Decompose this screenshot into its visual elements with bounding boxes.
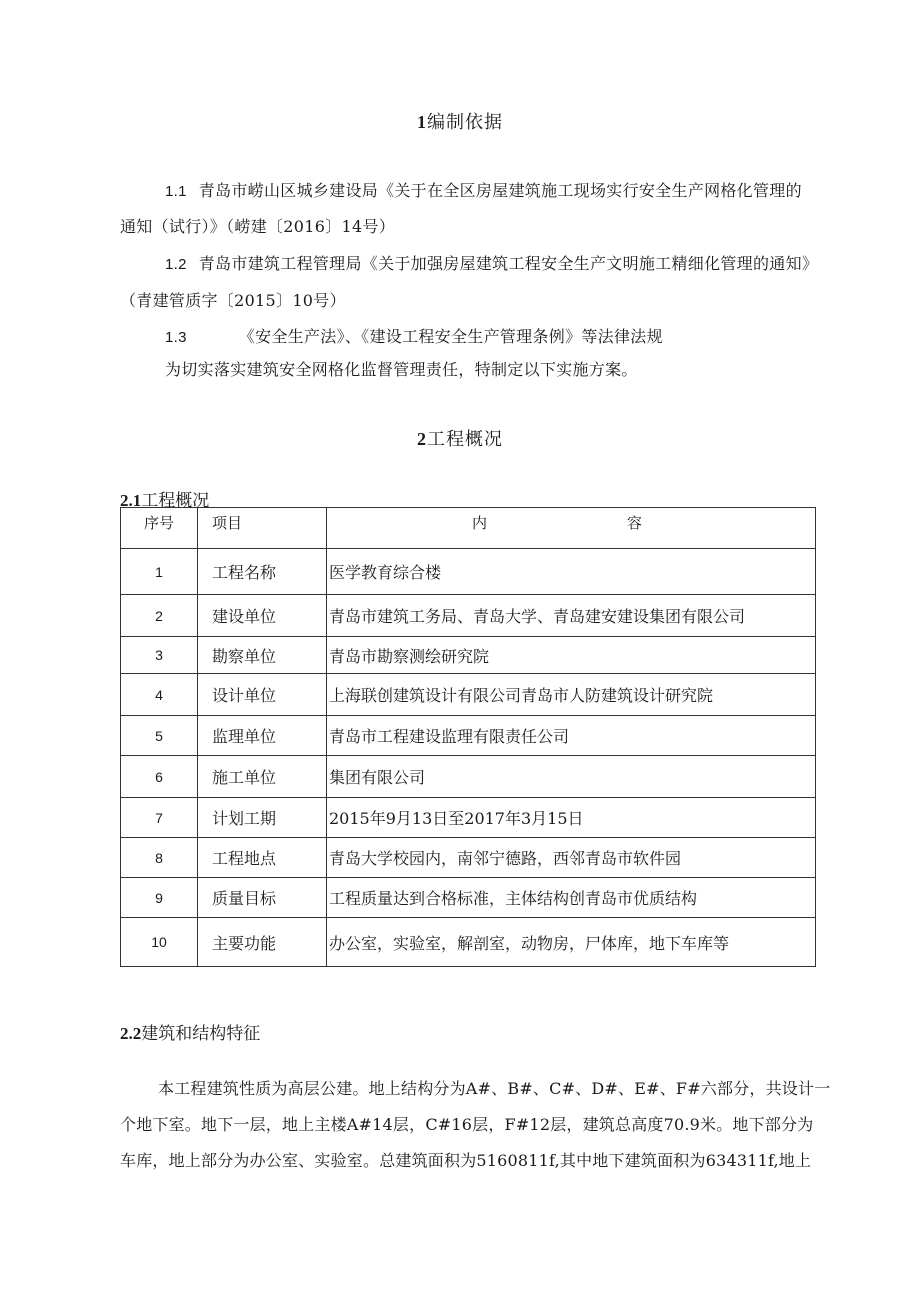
row-number: 6 (121, 756, 198, 798)
row-item: 工程地点 (198, 838, 327, 878)
row-value: 青岛大学校园内，南邻宁德路，西邻青岛市软件园 (327, 838, 816, 878)
row-value: 2015年9月13日至2017年3月15日 (327, 798, 816, 838)
paragraph-line-2: 个地下室。地下一层，地上主楼A#14层，C#16层，F#12层，建筑总高度70.9米。地下部分为 (120, 1115, 814, 1134)
subsection-2-2-title: 建筑和结构特征 (141, 1024, 261, 1044)
basis-item-2-text: 青岛市建筑工程管理局《关于加强房屋建筑工程安全生产文明施工精细化管理的通知》 (198, 254, 819, 273)
row-value: 青岛市勘察测绘研究院 (327, 637, 816, 674)
row-item: 主要功能 (198, 918, 327, 967)
basis-item-1-number: 1.1 (165, 183, 187, 200)
basis-item-3-number: 1.3 (165, 329, 187, 346)
row-value: 工程质量达到合格标准，主体结构创青岛市优质结构 (327, 878, 816, 918)
row-item: 工程名称 (198, 549, 327, 595)
table-row (121, 838, 816, 878)
header-content-left: 内 (472, 514, 488, 532)
table-row (121, 878, 816, 918)
row-number: 7 (121, 798, 198, 838)
row-item: 计划工期 (198, 798, 327, 838)
project-info-table (120, 507, 816, 967)
row-number: 9 (121, 878, 198, 918)
row-value: 办公室，实验室，解剖室，动物房，尸体库，地下车库等 (327, 918, 816, 967)
table-row (121, 756, 816, 798)
row-item: 设计单位 (198, 674, 327, 716)
row-item: 监理单位 (198, 716, 327, 756)
basis-item-3-line-1 (165, 324, 663, 347)
section-1-number: 1 (417, 112, 427, 132)
table-row (121, 716, 816, 756)
basis-item-1-line-1 (165, 178, 802, 201)
basis-item-3-text: 《安全生产法》、《建设工程安全生产管理条例》等法律法规 (238, 327, 663, 346)
section-2-number: 2 (417, 429, 427, 449)
row-number: 2 (121, 595, 198, 637)
table-row (121, 918, 816, 967)
row-value: 上海联创建筑设计有限公司青岛市人防建筑设计研究院 (327, 674, 816, 716)
row-item: 质量目标 (198, 878, 327, 918)
section-2-title: 工程概况 (427, 429, 503, 450)
basis-item-2-line-1 (165, 251, 818, 274)
header-no: 序号 (121, 508, 198, 549)
subsection-2-1-title: 工程概况 (141, 491, 210, 511)
table-header-row (121, 508, 816, 549)
row-item: 施工单位 (198, 756, 327, 798)
subsection-2-1-number: 2.1 (120, 491, 142, 510)
header-item: 项目 (198, 508, 327, 549)
basis-item-1-text: 青岛市崂山区城乡建设局《关于在全区房屋建筑施工现场实行安全生产网格化管理的 (198, 181, 802, 200)
header-content (327, 508, 816, 549)
row-value: 青岛市工程建设监理有限责任公司 (327, 716, 816, 756)
row-value: 青岛市建筑工务局、青岛大学、青岛建安建设集团有限公司 (327, 595, 816, 637)
table-row (121, 798, 816, 838)
basis-item-2-number: 1.2 (165, 256, 187, 273)
row-number: 4 (121, 674, 198, 716)
table-row (121, 595, 816, 637)
row-number: 1 (121, 549, 198, 595)
section-1-title: 编制依据 (427, 112, 503, 133)
row-number: 10 (121, 918, 198, 967)
basis-item-1-line-2: 通知（试行）》（崂建〔2016〕14号） (120, 217, 396, 236)
section-1-heading (0, 108, 920, 134)
row-item: 勘察单位 (198, 637, 327, 674)
basis-item-2-line-2: （青建管质字〔2015〕10号） (120, 291, 346, 310)
row-number: 8 (121, 838, 198, 878)
table-row (121, 674, 816, 716)
subsection-2-2-heading (120, 1019, 260, 1044)
row-number: 5 (121, 716, 198, 756)
row-item: 建设单位 (198, 595, 327, 637)
table-row (121, 637, 816, 674)
row-value: 医学教育综合楼 (327, 549, 816, 595)
row-value: 集团有限公司 (327, 756, 816, 798)
header-content-right: 容 (626, 514, 642, 532)
basis-closing-sentence: 为切实落实建筑安全网格化监督管理责任，特制定以下实施方案。 (165, 360, 638, 379)
section-2-heading (0, 425, 920, 451)
paragraph-line-1: 本工程建筑性质为高层公建。地上结构分为A#、B#、C#、D#、E#、F#六部分，共设计一 (158, 1079, 831, 1098)
subsection-2-2-number: 2.2 (120, 1024, 142, 1043)
row-number: 3 (121, 637, 198, 674)
paragraph-line-3: 车库，地上部分为办公室、实验室。总建筑面积为5160811f,其中地下建筑面积为634311f,地上 (120, 1151, 812, 1170)
table-row (121, 549, 816, 595)
